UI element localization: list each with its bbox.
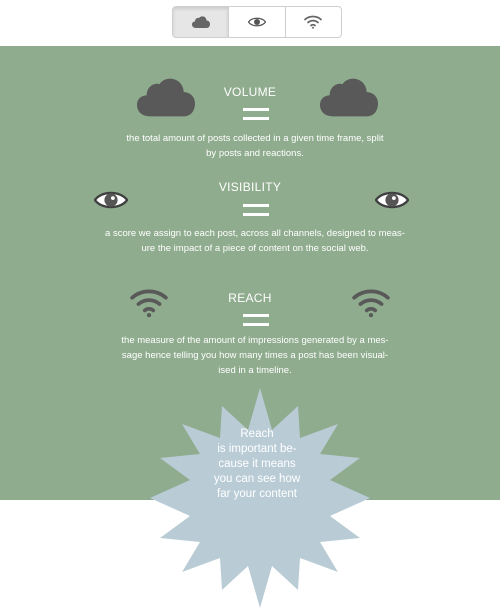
callout-line: far your content xyxy=(217,488,297,500)
tab-reach[interactable] xyxy=(286,7,341,37)
description-line: ure the impact of a piece of content on the social web. xyxy=(141,243,369,254)
wifi-icon xyxy=(304,15,322,29)
section-description-reach xyxy=(90,333,420,378)
equals-sign xyxy=(243,108,269,121)
cloud-icon xyxy=(192,16,210,28)
callout-line: Reach xyxy=(240,428,274,440)
tab-group xyxy=(172,6,342,38)
description-line: the total amount of posts collected in a given time frame, split xyxy=(126,133,384,144)
description-line: ised in a timeline. xyxy=(218,365,292,376)
callout-line: cause it means xyxy=(218,458,296,470)
equals-sign xyxy=(243,314,269,327)
section-title-reach: REACH xyxy=(228,291,272,305)
tab-visibility[interactable] xyxy=(229,7,285,37)
description-line: the measure of the amount of impressions generated by a mes- xyxy=(121,335,389,346)
description-line: by posts and reactions. xyxy=(206,148,304,159)
eye-icon xyxy=(94,188,128,212)
eye-icon xyxy=(375,188,409,212)
section-description-visibility xyxy=(90,226,420,256)
section-title-visibility: VISIBILITY xyxy=(218,180,282,194)
wifi-icon xyxy=(352,288,390,318)
equals-sign xyxy=(243,204,269,217)
callout-line: is important be- xyxy=(217,443,297,455)
description-line: sage hence telling you how many times a post has been visual- xyxy=(121,350,389,361)
callout-text xyxy=(205,427,309,502)
eye-icon xyxy=(248,16,266,28)
callout-line: you can see how xyxy=(213,473,301,485)
section-description-volume xyxy=(90,131,420,161)
tab-volume[interactable] xyxy=(173,7,229,37)
section-title-volume: VOLUME xyxy=(223,85,277,99)
description-line: a score we assign to each post, across all channels, designed to meas- xyxy=(105,228,405,239)
top-tab-bar xyxy=(0,0,500,46)
